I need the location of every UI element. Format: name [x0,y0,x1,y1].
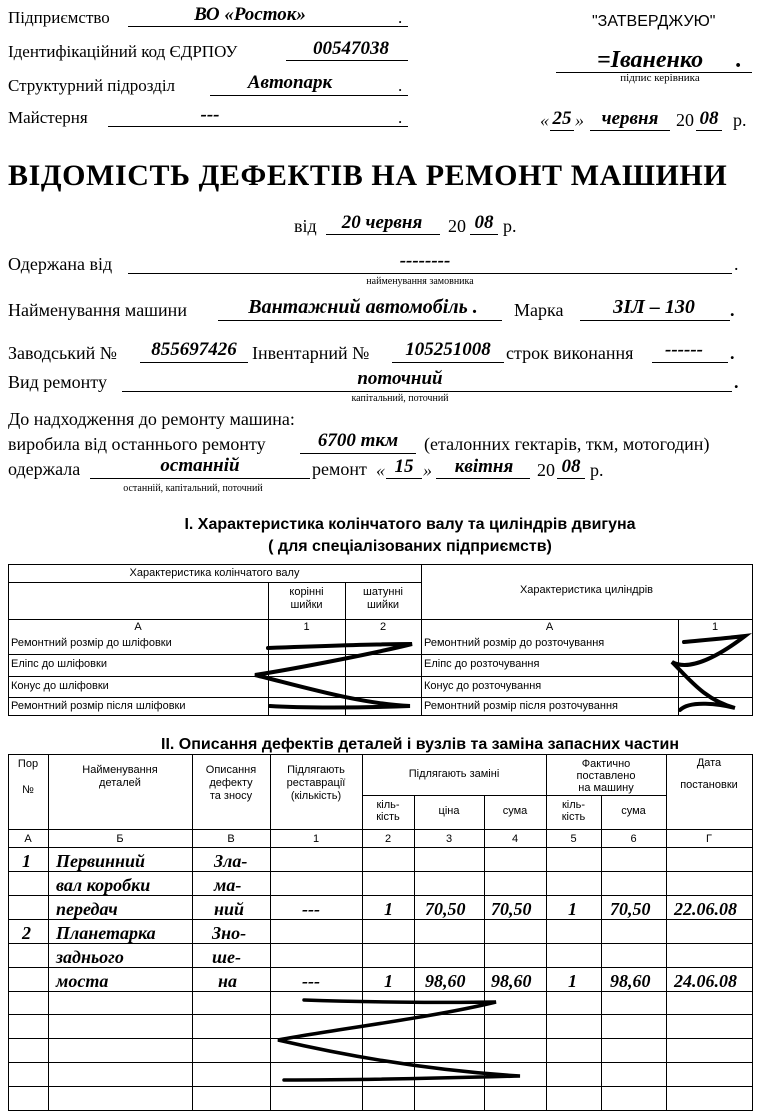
s1-col-a: А [134,621,142,633]
row2-date: 24.06.08 [674,971,737,991]
s1-col-1: 1 [303,621,310,633]
s1-cyl-col-a: А [545,621,554,633]
row2-defect-line3: на [218,971,237,991]
row1-defect-line2: ма- [214,875,242,895]
shaft-row-3: Конус до шліфовки [11,680,109,692]
row1-date: 22.06.08 [674,899,737,919]
shaft-header: Характеристика колінчатого валу [129,567,300,579]
row1-name-line3: передач [56,899,118,919]
approve-quote-close: » [575,110,584,130]
workshop-value: --- [200,104,220,125]
repair-caption: капітальний, поточний [351,393,449,404]
row2-name-line3: моста [56,971,109,991]
cylinders-header: Характеристика циліндрів [519,584,654,596]
row2-defect-line1: Зно- [212,923,247,943]
factory-label: Заводський № [8,343,117,363]
section2-title: ІІ. Описання дефектів деталей і вузлів та заміна запасних частин [161,736,679,753]
row2-sum: 98,60 [491,971,532,991]
machine-value: Вантажний автомобіль . [248,296,478,318]
date-year-prefix: 20 [448,216,466,236]
edrpou-label: Ідентифікаційний код ЄДРПОУ [8,42,238,61]
brand-value: ЗІЛ – 130 [613,296,695,318]
enterprise-value: ВО «Росток» [194,4,306,25]
approve-year-prefix: 20 [676,110,694,130]
inventory-label: Інвентарний № [252,343,370,363]
index-4: 4 [511,833,519,845]
table-crossout-z-mark [278,1000,520,1080]
term-value: ------ [665,339,703,360]
row2-qty2: 1 [568,971,577,991]
row1-sum: 70,50 [491,899,532,919]
main-journals-header: корінні шийки [289,586,324,611]
index-6: 6 [630,833,637,845]
workshop-label: Майстерня [8,108,88,127]
index-5: 5 [570,833,577,845]
received-value: -------- [399,250,451,271]
worked-value: 6700 ткм [317,430,399,451]
got-quote-open: « [376,460,385,480]
division-value: Автопарк [247,72,333,93]
division-label: Структурний підрозділ [8,76,176,95]
row1-defect-line1: Зла- [214,851,248,871]
row1-qty2: 1 [568,899,577,919]
col-sum2-header: сума [621,805,646,817]
approve-year-suffix: р. [733,110,747,130]
col-name-header: Найменування деталей [82,764,158,789]
enterprise-dot: . [398,8,403,27]
col-num-header: Пор № [17,758,39,796]
section1-subtitle: ( для спеціалізованих підприємств) [268,538,552,555]
worked-units: (еталонних гектарів, ткм, мотогодин) [424,434,710,454]
date-from-label: від [294,216,317,236]
brand-label: Марка [514,300,564,320]
workshop-dot: . [398,108,403,127]
row2-num: 2 [22,923,31,943]
col-date-header: Дата постановки [680,757,738,791]
repair-label: Вид ремонту [8,372,107,392]
row2-sum2: 98,60 [610,971,651,991]
date-year: 08 [474,212,494,233]
col-replace-header: Підлягають заміні [408,768,500,780]
col-actual-header: Фактично поставлено на машину [576,758,636,794]
signature-dot: . [736,47,742,73]
received-label: Одержана від [8,254,113,274]
brand-dot: . [730,300,735,320]
col-price-header: ціна [438,805,460,817]
row2-restore: --- [302,971,320,991]
date-suffix: р. [503,216,517,236]
machine-label: Найменування машини [8,300,187,320]
index-g: Г [706,833,712,845]
row2-qty: 1 [384,971,393,991]
shaft-row-2: Еліпс до шліфовки [11,658,107,670]
cyl-row-1: Ремонтний розмір до розточування [424,637,605,649]
row2-defect-line2: ше- [212,947,241,967]
row2-name-line1: Планетарка [56,923,156,943]
cyl-row-3: Конус до розточування [424,680,542,692]
got-year: 08 [561,456,581,477]
approve-label: "ЗАТВЕРДЖУЮ" [592,13,716,30]
row1-restore: --- [302,899,320,919]
cyl-row-4: Ремонтний розмір після розточування [424,700,618,712]
signature-caption: підпис керівника [620,72,700,84]
row1-price: 70,50 [425,899,466,919]
index-b: Б [116,833,124,845]
received-caption: найменування замовника [366,276,474,287]
got-suffix: р. [590,460,604,480]
repair-dot: . [734,372,739,392]
row1-defect-line3: ний [214,899,245,919]
index-a: А [24,833,32,845]
col-qty2-header: кіль- кість [561,799,586,823]
row2-price: 98,60 [425,971,466,991]
row1-name-line2: вал коробки [56,875,151,895]
approve-day: 25 [552,108,572,129]
before-label: До надходження до ремонту машина: [8,409,295,429]
row1-sum2: 70,50 [610,899,651,919]
row1-name-line1: Первинний [56,851,146,871]
term-dot: . [730,343,735,363]
s1-cyl-col-1: 1 [711,621,719,633]
approve-quote-open: « [540,110,549,130]
edrpou-value: 00547038 [313,38,389,59]
got-value: останній [160,455,240,476]
row1-qty: 1 [384,899,393,919]
shaft-row-4: Ремонтний розмір після шліфовки [11,700,186,712]
section1-title: І. Характеристика колінчатого валу та циліндрів двигуна [184,516,636,533]
got-repair-label: ремонт [312,459,367,479]
enterprise-label: Підприємство [8,8,110,27]
cyl-row-2: Еліпс до розточування [424,658,540,670]
s1-col-2: 2 [379,621,387,633]
index-1: 1 [312,833,320,845]
got-caption: останній, капітальний, поточний [123,483,263,494]
factory-value: 855697426 [151,339,237,360]
got-quote-close: » [423,460,432,480]
row2-name-line2: заднього [56,947,124,967]
got-label: одержала [8,459,81,479]
got-year-prefix: 20 [537,460,555,480]
approve-year: 08 [699,108,719,129]
got-month: квітня [454,456,514,477]
col-defect-header: Описання дефекту та зносу [205,764,257,802]
index-2: 2 [384,833,392,845]
got-day: 15 [394,456,414,477]
date-value: 20 червня [341,212,423,233]
approve-signature: =Іваненко [596,47,704,73]
shaft-row-1: Ремонтний розмір до шліфовки [11,637,172,649]
col-restore-header: Підлягають реставрації (кількість) [286,764,346,802]
page-title: ВІДОМІСТЬ ДЕФЕКТІВ НА РЕМОНТ МАШИНИ [8,159,728,192]
inventory-value: 105251008 [405,339,491,360]
col-qty-header: кіль- кість [376,799,400,823]
index-3: 3 [445,833,453,845]
division-dot: . [398,76,403,95]
row1-num: 1 [22,851,31,871]
col-sum-header: сума [502,805,528,817]
term-label: строк виконання [506,343,634,363]
worked-label: виробила від останнього ремонту [8,434,266,454]
repair-value: поточний [357,368,443,389]
approve-month: червня [601,108,659,129]
received-dot: . [734,254,739,274]
index-v: В [227,833,235,845]
rod-journals-header: шатунні шийки [363,586,403,611]
